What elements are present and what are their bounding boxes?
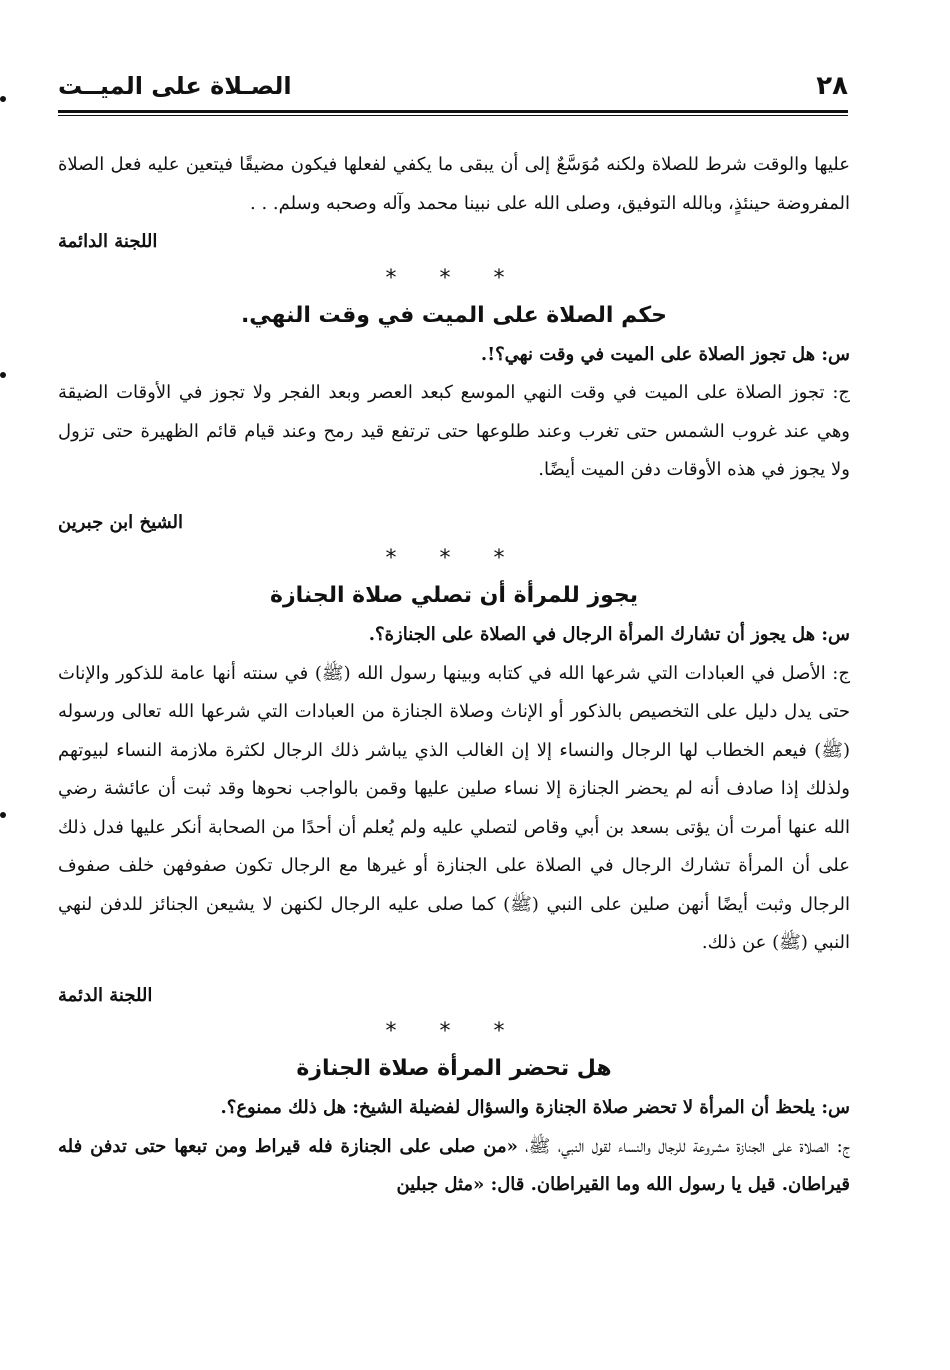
page-content: [58, 146, 850, 1205]
running-title: الصـلاة على الميــت: [58, 72, 292, 100]
answer: ج: تجوز الصلاة على الميت في وقت النهي الموسع كبعد العصر وبعد الفجر ولا تجوز في الأوقات الضيقة وهي عند غروب الشمس حتى تغرب وعند طلوعها حتى ترتفع قيد رمح وعند قيام قائم الظهيرة حتى تزول ولا يجوز في هذه الأوقات دفن الميت أيضًا.: [58, 382, 850, 480]
scan-mark: [0, 812, 6, 818]
question: س: يلحظ أن المرأة لا تحضر صلاة الجنازة والسؤال لفضيلة الشيخ: هل ذلك ممنوع؟.: [220, 1097, 850, 1118]
header-rule: [58, 110, 848, 116]
scan-mark: [0, 372, 6, 378]
answer: [58, 1128, 850, 1205]
section-heading: يجوز للمرأة أن تصلي صلاة الجنازة: [269, 583, 639, 608]
signature: اللجنة الدئمة: [58, 984, 153, 1006]
answer: ج: الأصل في العبادات التي شرعها الله في كتابه وبينها رسول الله (ﷺ) في سنته أنها عامة للذكور والإناث حتى يدل دليل على التخصيص بالذكور أو الإناث وصلاة الجنازة من العبادات التي شرعها الله تعالى ورسوله (ﷺ) فيعم الخطاب لها الرجال والنساء إلا إن الغالب الذي يباشر ذلك الرجال لكثرة ملازمة النساء لبيوتهم ولذلك إذا صادف أنه لم يحضر الجنازة إلا نساء صلين عليها وقمن بالواجب نحوها وقد ثبت أن عائشة رضي الله عنها أمرت أن يؤتى بسعد بن أبي وقاص لتصلي عليه ولم يُعلم أن أحدًا من الصحابة أنكر عليها فدل ذلك على أن المرأة تشارك الرجال في الصلاة على الجنازة أو غيرها مع الرجال تكون صفوفهن خلف صفوف الرجال وثبت أيضًا أنهن صلين على النبي (ﷺ) كما صلى عليه الرجال لكنهن لا يشيعن الجنائز للدفن لنهي النبي (ﷺ) عن ذلك.: [58, 662, 850, 953]
answer-text: ج: الصلاة على الجنازة مشروعة للرجال والنساء لقول النبي، ﷺ،: [517, 1135, 850, 1157]
page-header: [58, 66, 848, 106]
section-heading: هل تحضر المرأة صلاة الجنازة: [296, 1056, 612, 1081]
scan-mark: [0, 96, 6, 102]
intro-paragraph: عليها والوقت شرط للصلاة ولكنه مُوَسَّعٌ إلى أن يبقى ما يكفي لفعلها فيكون مضيقًا فيتعين عليه فعل الصلاة المفروضة حينئذٍ، وبالله التوفيق، وصلى الله على نبينا محمد وآله وصحبه وسلم. . .: [58, 154, 850, 214]
page-number: ٢٨: [816, 71, 848, 101]
section-separator: * * *: [385, 265, 523, 291]
signature: الشيخ ابن جبرين: [58, 511, 184, 533]
question: س: هل تجوز الصلاة على الميت في وقت نهي؟!.: [480, 343, 850, 365]
signature: اللجنة الدائمة: [58, 231, 158, 252]
hadith-quote: «من صلى على الجنازة فله قيراط ومن تبعها حتى تدفن فله قيراطان. قيل يا رسول الله وما القيراطان. قال: «مثل جبلين: [58, 1135, 850, 1195]
section-separator: * * *: [385, 546, 523, 571]
question: س: هل يجوز أن تشارك المرأة الرجال في الصلاة على الجنازة؟.: [368, 624, 850, 645]
section-heading: حكم الصلاة على الميت في وقت النهي.: [240, 302, 668, 328]
section-separator: * * *: [385, 1019, 523, 1044]
